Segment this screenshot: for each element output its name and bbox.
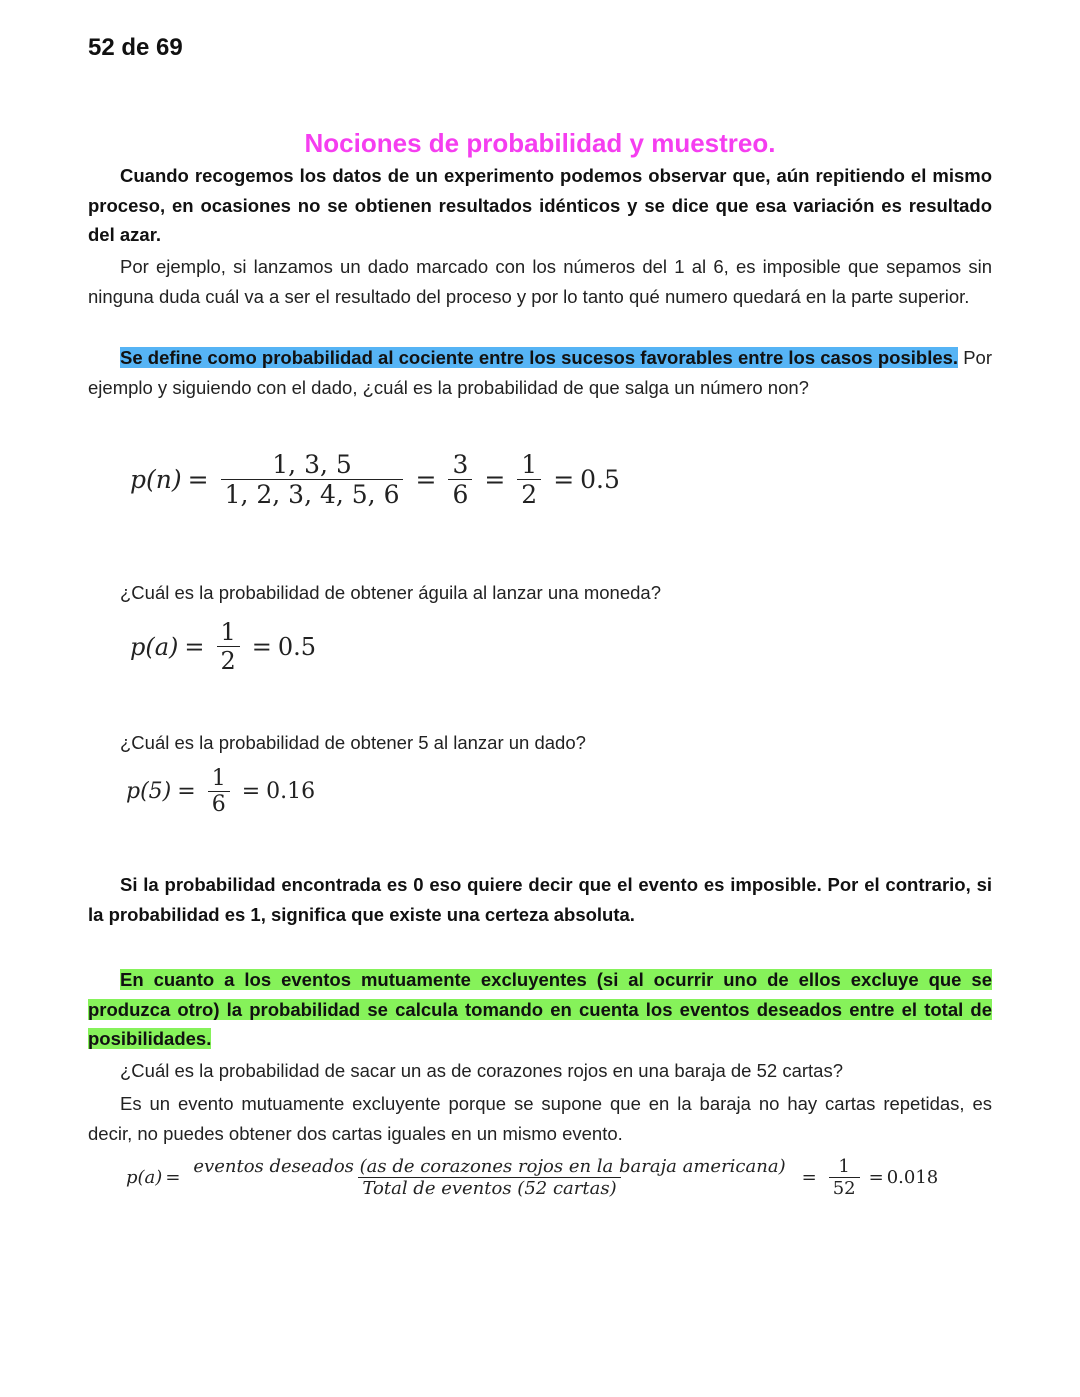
definition-question: Por ejemplo y siguiendo con el dado, ¿cuál es la probabilidad de que salga un número non? [88,347,993,398]
eq-lhs: p(a) [126,1167,163,1188]
eq-result: 0.018 [886,1167,939,1188]
cards-explanation: Es un evento mutuamente excluyente porque se supone que en la baraja no hay cartas repetidas, es decir, no puedes obtener dos cartas iguales en un mismo evento. [88,1093,992,1144]
eq-numerator: 1, 3, 5 [272,450,352,479]
eq-denominator: 6 [208,791,230,817]
definition-paragraph [88,343,992,402]
eq-numerator: 1 [838,1156,850,1177]
eq-lhs: p(5) [126,779,172,804]
equation-coin: p(a) = $\frac{1}{2}$ = 0.5 [130,618,317,675]
exclusive-highlight: En cuanto a los eventos mutuamente excluyentes (si al ocurrir uno de ellos excluye que se produzca otro) la probabilidad se calcula tomando en cuenta los eventos deseados entre el total de posibilidades. [88,969,992,1049]
example-paragraph: Por ejemplo, si lanzamos un dado marcado con los números del 1 al 6, es imposible que sepamos sin ninguna duda cuál va a ser el resultado del proceso y por lo tanto qué numero quedará en la parte superior. [88,256,992,307]
page-counter: 52 de 69 [88,34,183,61]
eq-result: 0.5 [277,632,317,661]
eq-denominator: Total de eventos (52 cartas) [358,1177,620,1199]
equation-cards: p(a) = eventos deseados (as de corazones rojos en la baraja americana) Total de eventos (52 cartas) = $\frac{1}{52}$ = 0.018 [126,1156,939,1199]
equation-die: p(5) = $\frac{1}{6}$ = 0.16 [126,766,316,817]
section-title: Nociones de probabilidad y muestreo. [304,128,776,158]
eq-numerator: 3 [452,450,469,479]
eq-result: 0.16 [266,779,316,804]
exclusive-paragraph [88,965,992,1054]
certainty-paragraph: Si la probabilidad encontrada es 0 eso quiere decir que el evento es imposible. Por el contrario, si la probabilidad es 1, significa que existe una certeza absoluta. [88,874,992,925]
eq-denominator: 2 [217,646,240,675]
equation-odd-number: p(n) = $\frac{1, 3, 5}{1, 2, 3, 4, 5, 6}$ = $\frac{3}{6}$ = $\frac{1}{2}$ = 0.5 [130,450,620,509]
intro-paragraph: Cuando recogemos los datos de un experimento podemos observar que, aún repitiendo el mismo proceso, en ocasiones no se obtienen resultados idénticos y se dice que esa variación es resultado del azar. [88,165,992,245]
eq-numerator: 1 [211,766,226,791]
cards-question: ¿Cuál es la probabilidad de sacar un as de corazones rojos en una baraja de 52 cartas? [120,1060,843,1081]
eq-denominator: 52 [829,1177,860,1199]
eq-lhs: p(a) [130,632,179,661]
eq-numerator: 1 [521,450,538,479]
eq-result: 0.5 [580,465,620,494]
eq-denominator: 6 [448,479,472,509]
die-question: ¿Cuál es la probabilidad de obtener 5 al lanzar un dado? [120,732,586,753]
eq-numerator: 1 [220,618,236,646]
coin-question: ¿Cuál es la probabilidad de obtener águila al lanzar una moneda? [120,582,661,603]
eq-lhs: p(n) [130,465,182,494]
eq-numerator: eventos deseados (as de corazones rojos en la baraja americana) [193,1156,786,1177]
eq-denominator: 1, 2, 3, 4, 5, 6 [221,479,404,509]
definition-highlight: Se define como probabilidad al cociente entre los sucesos favorables entre los casos posibles. [120,347,959,368]
eq-denominator: 2 [517,479,541,509]
